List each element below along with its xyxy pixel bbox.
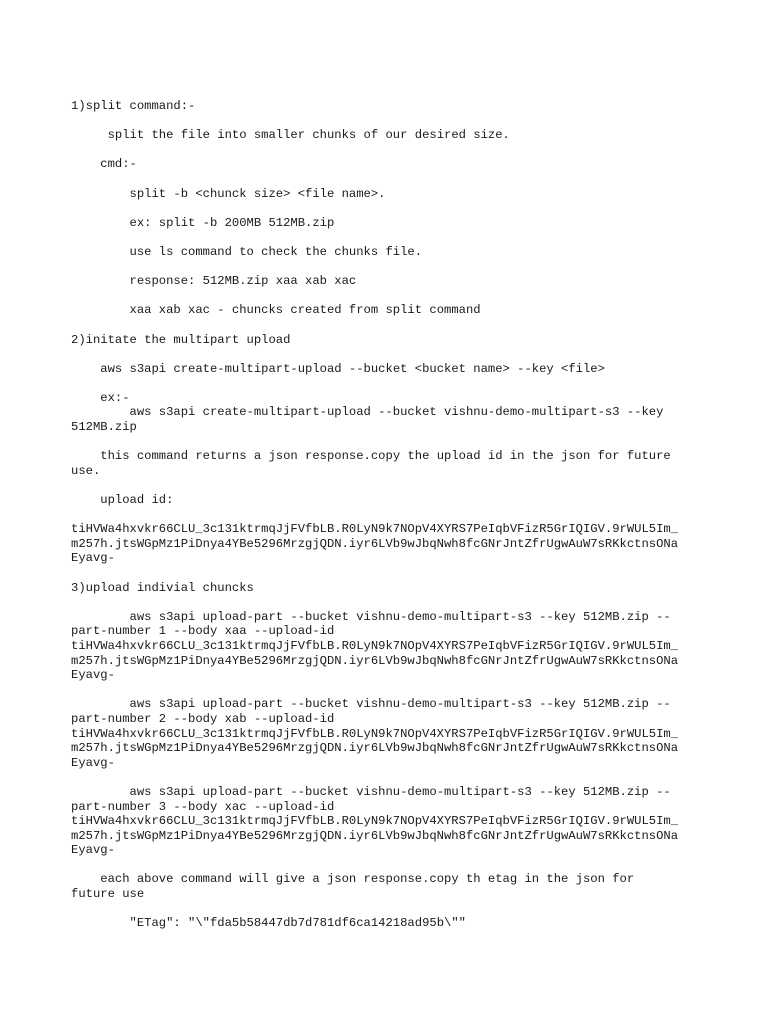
split-example: ex: split -b 200MB 512MB.zip xyxy=(71,215,335,230)
upload-id-label: upload id: xyxy=(71,493,174,508)
upload-part-3-line: part-number 3 --body xac --upload-id xyxy=(71,799,335,814)
create-multipart-example-line: 512MB.zip xyxy=(71,420,137,435)
upload-part-2-id-line: m257h.jtsWGpMz1PiDnya4YBe5296MrzgjQDN.iyr6LVb9wJbqNwh8fcGNrJntZfrUgwAuW7sRKkctnsONa xyxy=(71,741,679,756)
example-label: ex:- xyxy=(71,390,130,405)
upload-id-value-line: Eyavg- xyxy=(71,551,115,566)
upload-id-note-line: this command returns a json response.copy the upload id in the json for future xyxy=(71,449,671,464)
ls-response: response: 512MB.zip xaa xab xac xyxy=(71,274,357,289)
upload-part-2-line: aws s3api upload-part --bucket vishnu-demo-multipart-s3 --key 512MB.zip -- xyxy=(71,697,671,712)
upload-part-3-id-line: tiHVWa4hxvkr66CLU_3c131ktrmqJjFVfbLB.R0LyN9k7NOpV4XYRS7PeIqbVFizR5GrIQIGV.9rWUL5Im_ xyxy=(71,814,679,829)
upload-part-2-line: part-number 2 --body xab --upload-id xyxy=(71,711,335,726)
document-page xyxy=(71,99,711,931)
upload-part-3-line: aws s3api upload-part --bucket vishnu-demo-multipart-s3 --key 512MB.zip -- xyxy=(71,784,671,799)
upload-part-1-id-line: tiHVWa4hxvkr66CLU_3c131ktrmqJjFVfbLB.R0LyN9k7NOpV4XYRS7PeIqbVFizR5GrIQIGV.9rWUL5Im_ xyxy=(71,638,679,653)
upload-part-1-line: aws s3api upload-part --bucket vishnu-demo-multipart-s3 --key 512MB.zip -- xyxy=(71,609,671,624)
upload-part-2-id-line: Eyavg- xyxy=(71,755,115,770)
upload-part-1-line: part-number 1 --body xaa --upload-id xyxy=(71,624,335,639)
split-description: split the file into smaller chunks of our desired size. xyxy=(71,128,510,143)
section-2-heading: 2)initate the multipart upload xyxy=(71,332,291,347)
upload-part-1-id-line: m257h.jtsWGpMz1PiDnya4YBe5296MrzgjQDN.iyr6LVb9wJbqNwh8fcGNrJntZfrUgwAuW7sRKkctnsONa xyxy=(71,653,679,668)
upload-part-3-id-line: m257h.jtsWGpMz1PiDnya4YBe5296MrzgjQDN.iyr6LVb9wJbqNwh8fcGNrJntZfrUgwAuW7sRKkctnsONa xyxy=(71,828,679,843)
upload-id-note-line: use. xyxy=(71,463,101,478)
etag-value: "ETag": "\"fda5b58447db7d781df6ca14218ad95b\"" xyxy=(71,916,466,931)
upload-part-2-id-line: tiHVWa4hxvkr66CLU_3c131ktrmqJjFVfbLB.R0LyN9k7NOpV4XYRS7PeIqbVFizR5GrIQIGV.9rWUL5Im_ xyxy=(71,726,679,741)
create-multipart-command: aws s3api create-multipart-upload --bucket <bucket name> --key <file> xyxy=(71,361,605,376)
etag-note-line: each above command will give a json response.copy th etag in the json for xyxy=(71,872,635,887)
chunks-note: xaa xab xac - chuncks created from split command xyxy=(71,303,481,318)
section-1-heading: 1)split command:- xyxy=(71,99,196,113)
upload-part-3-id-line: Eyavg- xyxy=(71,843,115,858)
section-3-heading: 3)upload indivial chuncks xyxy=(71,580,254,595)
split-command: split -b <chunck size> <file name>. xyxy=(71,186,386,201)
cmd-label: cmd:- xyxy=(71,157,137,172)
upload-id-value-line: tiHVWa4hxvkr66CLU_3c131ktrmqJjFVfbLB.R0LyN9k7NOpV4XYRS7PeIqbVFizR5GrIQIGV.9rWUL5Im_ xyxy=(71,522,679,537)
ls-instruction: use ls command to check the chunks file. xyxy=(71,244,423,259)
etag-note-line: future use xyxy=(71,887,145,902)
upload-id-value-line: m257h.jtsWGpMz1PiDnya4YBe5296MrzgjQDN.iyr6LVb9wJbqNwh8fcGNrJntZfrUgwAuW7sRKkctnsONa xyxy=(71,536,679,551)
create-multipart-example-line: aws s3api create-multipart-upload --bucket vishnu-demo-multipart-s3 --key xyxy=(71,405,664,420)
upload-part-1-id-line: Eyavg- xyxy=(71,668,115,683)
